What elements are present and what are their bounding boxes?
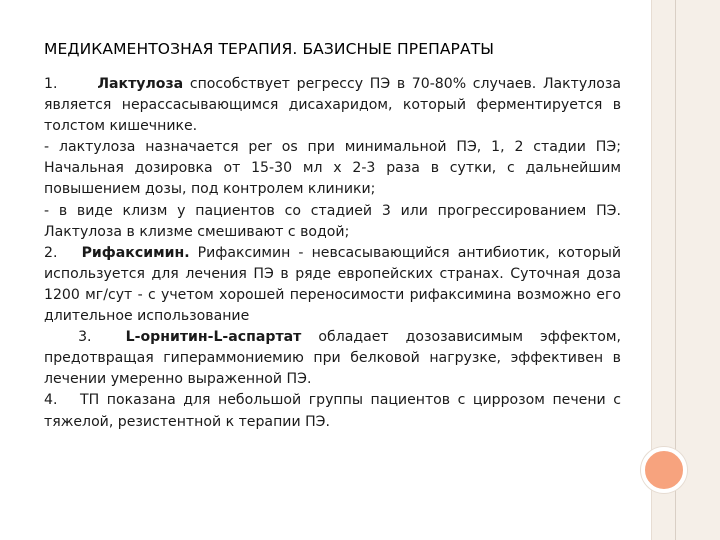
paragraph-lola [44,327,621,390]
decorative-circle [641,447,687,493]
drug-name-lactulose: Лактулоза [97,76,184,92]
paragraph-text: способствует регрессу ПЭ в 70-80% случаев. Лактулоза является нерассасывающимся дисахаридом, который ферментируется в толстом кишечнике. [44,76,621,135]
paragraph-text: обладает дозозависимым эффектом, предотвращая гипераммониемию при белковой нагрузке, эффективен в лечении умеренно выраженной ПЭ. [44,329,622,388]
paragraph-text: - лактулоза назначается per os при минимальной ПЭ, 1, 2 стадии ПЭ; Начальная дозировка от 15-30 мл х 2-3 раза в сутки, с дальнейшим повышением дозы, под контролем клиники; [44,139,621,198]
paragraph-text: - в виде клизм у пациентов со стадией 3 или прогрессированием ПЭ. Лактулоза в клизме смешивают с водой; [44,202,621,240]
drug-name-lola: L-орнитин-L-аспартат [125,329,302,346]
item-number: 1. [44,76,58,92]
item-number: 4. [44,392,58,409]
item-number: 3. [78,329,92,346]
paragraph-lactulose-enema [44,201,621,243]
drug-name-rifaximin: Рифаксимин. [81,244,190,261]
slide-title: МЕДИКАМЕНТОЗНАЯ ТЕРАПИЯ. БАЗИСНЫЕ ПРЕПАРАТЫ [44,40,495,58]
paragraph-rifaximin [44,243,621,327]
paragraph-lactulose [44,74,621,137]
paragraph-lactulose-oral [44,137,621,200]
paragraph-text: ТП показана для небольшой группы пациентов с циррозом печени с тяжелой, резистентной к терапии ПЭ. [44,392,621,430]
slide-body [44,74,621,433]
paragraph-text: Рифаксимин - невсасывающийся антибиотик, который используется для лечения ПЭ в ряде европейских странах. Суточная доза 1200 мг/сут - с учетом хорошей переносимости рифаксимина возможно его длительное использование [44,244,621,325]
item-number: 2. [44,244,58,261]
paragraph-transplant [44,390,621,432]
